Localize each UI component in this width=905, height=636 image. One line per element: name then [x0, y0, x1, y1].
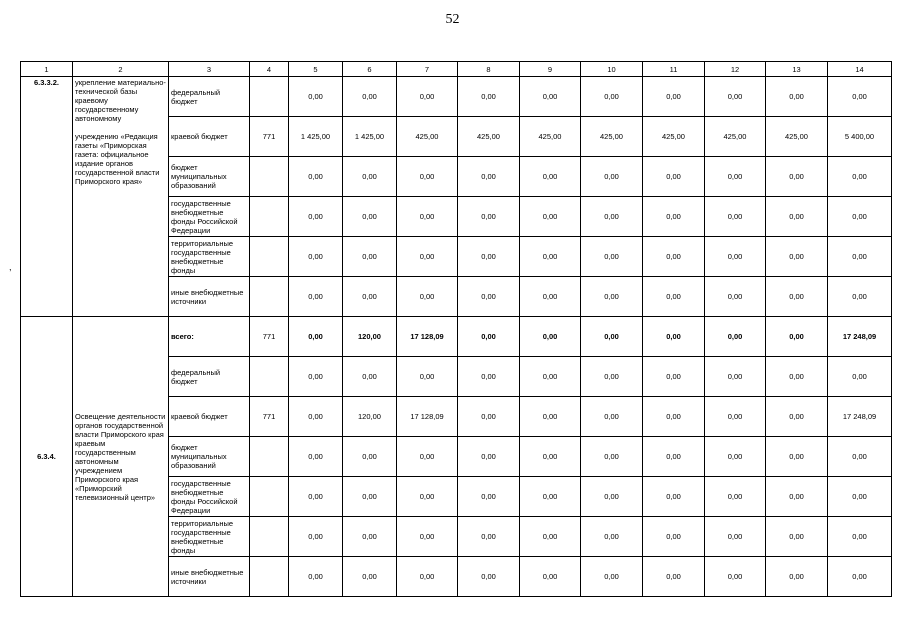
- amount-cell: 0,00: [458, 477, 520, 517]
- amount-cell: 5 400,00: [828, 117, 892, 157]
- amount-cell: 0,00: [397, 477, 458, 517]
- amount-cell: 425,00: [458, 117, 520, 157]
- amount-cell: 0,00: [343, 157, 397, 197]
- amount-cell: 0,00: [705, 357, 766, 397]
- column-header: 14: [828, 62, 892, 77]
- amount-cell: 0,00: [766, 437, 828, 477]
- amount-cell: 0,00: [397, 197, 458, 237]
- amount-cell: 0,00: [643, 317, 705, 357]
- amount-cell: 0,00: [289, 517, 343, 557]
- amount-cell: 17 128,09: [397, 397, 458, 437]
- header-row: [21, 62, 892, 77]
- amount-cell: 0,00: [289, 477, 343, 517]
- funding-source: всего:: [169, 317, 250, 357]
- amount-cell: 1 425,00: [289, 117, 343, 157]
- amount-cell: 0,00: [343, 237, 397, 277]
- amount-cell: 0,00: [581, 477, 643, 517]
- table-row: [21, 317, 892, 357]
- admin-code: 771: [250, 397, 289, 437]
- admin-code: [250, 557, 289, 597]
- amount-cell: 1 425,00: [343, 117, 397, 157]
- amount-cell: 0,00: [520, 317, 581, 357]
- amount-cell: 0,00: [705, 517, 766, 557]
- amount-cell: 0,00: [343, 557, 397, 597]
- margin-mark: ,: [9, 262, 12, 272]
- amount-cell: 0,00: [458, 397, 520, 437]
- amount-cell: 0,00: [643, 397, 705, 437]
- amount-cell: 0,00: [289, 197, 343, 237]
- amount-cell: 0,00: [828, 357, 892, 397]
- amount-cell: 0,00: [581, 317, 643, 357]
- amount-cell: 0,00: [705, 277, 766, 317]
- amount-cell: 0,00: [705, 437, 766, 477]
- amount-cell: 0,00: [828, 277, 892, 317]
- amount-cell: 425,00: [766, 117, 828, 157]
- amount-cell: 0,00: [705, 477, 766, 517]
- amount-cell: 0,00: [520, 77, 581, 117]
- amount-cell: 0,00: [397, 357, 458, 397]
- amount-cell: 0,00: [458, 557, 520, 597]
- admin-code: 771: [250, 117, 289, 157]
- amount-cell: 0,00: [343, 437, 397, 477]
- amount-cell: 0,00: [766, 157, 828, 197]
- amount-cell: 0,00: [643, 557, 705, 597]
- funding-source: государственные внебюджетные фонды Российской Федерации: [169, 197, 250, 237]
- amount-cell: 0,00: [289, 157, 343, 197]
- amount-cell: 0,00: [581, 517, 643, 557]
- column-header: 7: [397, 62, 458, 77]
- amount-cell: 0,00: [520, 397, 581, 437]
- section-description: Освещение деятельности органов государственной власти Приморского края краевым государственным автономным учреждением Приморского края «Приморский телевизионный центр»: [73, 317, 169, 597]
- admin-code: [250, 357, 289, 397]
- page-number: 52: [445, 12, 460, 27]
- budget-table: [20, 61, 892, 597]
- amount-cell: 0,00: [766, 317, 828, 357]
- amount-cell: 120,00: [343, 317, 397, 357]
- amount-cell: 0,00: [581, 277, 643, 317]
- column-header: 1: [21, 62, 73, 77]
- amount-cell: 0,00: [458, 437, 520, 477]
- amount-cell: 0,00: [397, 277, 458, 317]
- amount-cell: 0,00: [397, 517, 458, 557]
- funding-source: территориальные государственные внебюджетные фонды: [169, 517, 250, 557]
- amount-cell: 0,00: [520, 437, 581, 477]
- amount-cell: 120,00: [343, 397, 397, 437]
- section-description: укрепление материально-технической базы краевому государственному автономному учреждению «Редакция газеты «Приморская газета: официальное издание органов государственной власти Приморского края»: [73, 77, 169, 317]
- admin-code: [250, 277, 289, 317]
- amount-cell: 0,00: [289, 277, 343, 317]
- column-header: 5: [289, 62, 343, 77]
- admin-code: [250, 477, 289, 517]
- amount-cell: 0,00: [705, 317, 766, 357]
- amount-cell: 0,00: [289, 77, 343, 117]
- amount-cell: 0,00: [766, 517, 828, 557]
- amount-cell: 17 248,09: [828, 397, 892, 437]
- amount-cell: 0,00: [828, 157, 892, 197]
- amount-cell: 0,00: [289, 397, 343, 437]
- amount-cell: 0,00: [343, 77, 397, 117]
- column-header: 13: [766, 62, 828, 77]
- amount-cell: 0,00: [289, 437, 343, 477]
- amount-cell: 0,00: [458, 77, 520, 117]
- amount-cell: 425,00: [581, 117, 643, 157]
- column-header: 11: [643, 62, 705, 77]
- amount-cell: 0,00: [828, 237, 892, 277]
- funding-source: государственные внебюджетные фонды Российской Федерации: [169, 477, 250, 517]
- amount-cell: 0,00: [766, 237, 828, 277]
- funding-source: краевой бюджет: [169, 117, 250, 157]
- amount-cell: 0,00: [643, 357, 705, 397]
- amount-cell: 425,00: [397, 117, 458, 157]
- amount-cell: 0,00: [705, 397, 766, 437]
- amount-cell: 0,00: [643, 157, 705, 197]
- amount-cell: 0,00: [766, 397, 828, 437]
- amount-cell: 0,00: [581, 237, 643, 277]
- amount-cell: 0,00: [289, 557, 343, 597]
- amount-cell: 0,00: [458, 517, 520, 557]
- amount-cell: 0,00: [705, 557, 766, 597]
- amount-cell: 0,00: [581, 397, 643, 437]
- amount-cell: 0,00: [643, 77, 705, 117]
- column-header: 4: [250, 62, 289, 77]
- admin-code: [250, 437, 289, 477]
- amount-cell: 0,00: [343, 517, 397, 557]
- column-header: 3: [169, 62, 250, 77]
- amount-cell: 0,00: [766, 557, 828, 597]
- amount-cell: 0,00: [343, 197, 397, 237]
- amount-cell: 0,00: [643, 517, 705, 557]
- funding-source: федеральный бюджет: [169, 77, 250, 117]
- funding-source: бюджет муниципальных образований: [169, 437, 250, 477]
- funding-source: иные внебюджетные источники: [169, 277, 250, 317]
- amount-cell: 0,00: [289, 357, 343, 397]
- amount-cell: 0,00: [289, 237, 343, 277]
- funding-source: федеральный бюджет: [169, 357, 250, 397]
- amount-cell: 0,00: [828, 77, 892, 117]
- amount-cell: 0,00: [397, 437, 458, 477]
- amount-cell: 17 248,09: [828, 317, 892, 357]
- amount-cell: 0,00: [520, 277, 581, 317]
- amount-cell: 0,00: [458, 197, 520, 237]
- amount-cell: 0,00: [458, 317, 520, 357]
- amount-cell: 0,00: [520, 517, 581, 557]
- admin-code: [250, 517, 289, 557]
- amount-cell: 0,00: [643, 477, 705, 517]
- admin-code: [250, 197, 289, 237]
- table-row: [21, 77, 892, 117]
- amount-cell: 0,00: [828, 197, 892, 237]
- amount-cell: 0,00: [643, 277, 705, 317]
- section-code: 6.3.3.2.: [21, 77, 73, 317]
- amount-cell: 0,00: [828, 517, 892, 557]
- amount-cell: 425,00: [705, 117, 766, 157]
- amount-cell: 0,00: [828, 477, 892, 517]
- amount-cell: 0,00: [643, 437, 705, 477]
- column-header: 12: [705, 62, 766, 77]
- amount-cell: 0,00: [397, 157, 458, 197]
- amount-cell: 0,00: [397, 77, 458, 117]
- funding-source: иные внебюджетные источники: [169, 557, 250, 597]
- column-header: 6: [343, 62, 397, 77]
- admin-code: [250, 157, 289, 197]
- amount-cell: 0,00: [766, 197, 828, 237]
- amount-cell: 0,00: [705, 77, 766, 117]
- amount-cell: 0,00: [458, 277, 520, 317]
- column-header: 10: [581, 62, 643, 77]
- amount-cell: 0,00: [520, 237, 581, 277]
- amount-cell: 0,00: [828, 557, 892, 597]
- admin-code: 771: [250, 317, 289, 357]
- amount-cell: 0,00: [643, 237, 705, 277]
- funding-source: территориальные государственные внебюджетные фонды: [169, 237, 250, 277]
- amount-cell: 0,00: [766, 77, 828, 117]
- amount-cell: 0,00: [643, 197, 705, 237]
- amount-cell: 0,00: [705, 197, 766, 237]
- amount-cell: 0,00: [581, 357, 643, 397]
- amount-cell: 17 128,09: [397, 317, 458, 357]
- amount-cell: 0,00: [766, 277, 828, 317]
- column-header: 9: [520, 62, 581, 77]
- amount-cell: 0,00: [343, 357, 397, 397]
- amount-cell: 0,00: [397, 557, 458, 597]
- amount-cell: 0,00: [766, 357, 828, 397]
- column-header: 8: [458, 62, 520, 77]
- section-code: 6.3.4.: [21, 317, 73, 597]
- amount-cell: 0,00: [458, 157, 520, 197]
- amount-cell: 0,00: [458, 237, 520, 277]
- amount-cell: 0,00: [343, 477, 397, 517]
- amount-cell: 0,00: [520, 557, 581, 597]
- amount-cell: 425,00: [520, 117, 581, 157]
- amount-cell: 0,00: [581, 197, 643, 237]
- amount-cell: 0,00: [581, 557, 643, 597]
- amount-cell: 0,00: [520, 477, 581, 517]
- admin-code: [250, 237, 289, 277]
- amount-cell: 425,00: [643, 117, 705, 157]
- amount-cell: 0,00: [458, 357, 520, 397]
- amount-cell: 0,00: [289, 317, 343, 357]
- amount-cell: 0,00: [520, 157, 581, 197]
- amount-cell: 0,00: [705, 237, 766, 277]
- amount-cell: 0,00: [766, 477, 828, 517]
- admin-code: [250, 77, 289, 117]
- amount-cell: 0,00: [520, 357, 581, 397]
- funding-source: бюджет муниципальных образований: [169, 157, 250, 197]
- amount-cell: 0,00: [581, 157, 643, 197]
- funding-source: краевой бюджет: [169, 397, 250, 437]
- amount-cell: 0,00: [581, 437, 643, 477]
- amount-cell: 0,00: [828, 437, 892, 477]
- amount-cell: 0,00: [520, 197, 581, 237]
- amount-cell: 0,00: [581, 77, 643, 117]
- column-header: 2: [73, 62, 169, 77]
- amount-cell: 0,00: [705, 157, 766, 197]
- amount-cell: 0,00: [343, 277, 397, 317]
- amount-cell: 0,00: [397, 237, 458, 277]
